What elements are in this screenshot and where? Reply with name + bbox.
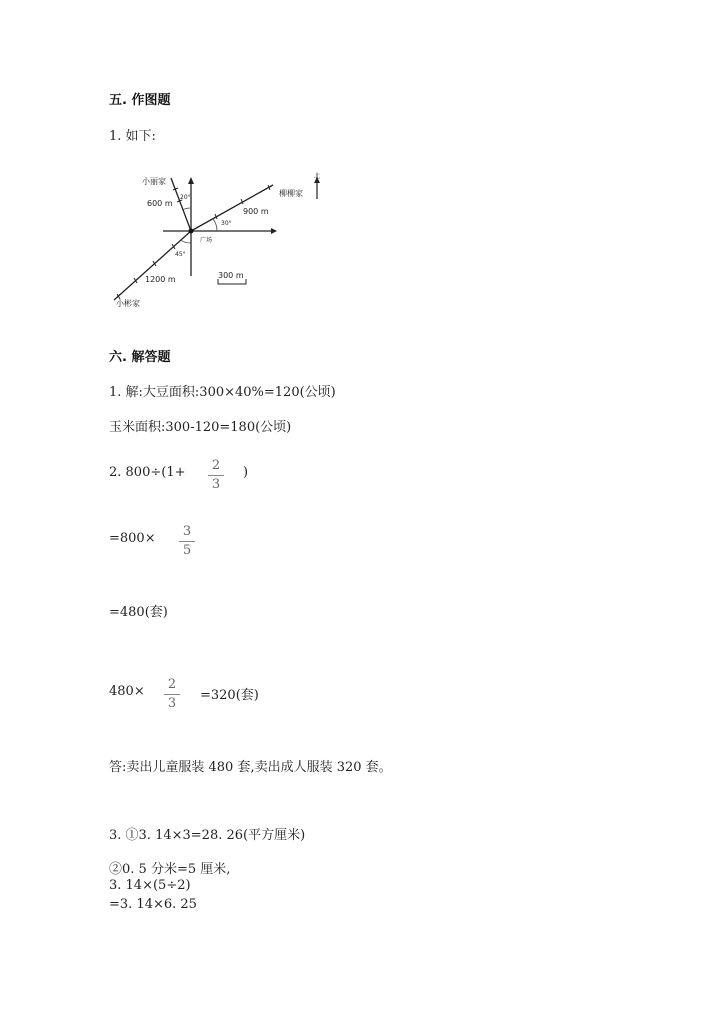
q3-line-2: ②0. 5 分米=5 厘米,: [109, 862, 231, 877]
scale-label: 300 m: [218, 271, 244, 280]
xiaobin-ray: [114, 231, 191, 300]
fraction-numerator: 2: [211, 458, 221, 473]
angle-45-arc: [181, 240, 191, 243]
east-arrowhead: [271, 228, 277, 234]
liuliu-home-label: 柳柳家: [279, 189, 303, 198]
q3-line-4: =3. 14×6. 25: [109, 897, 197, 912]
fraction-denominator: 3: [167, 696, 177, 711]
q1-line-1: 1. 解:大豆面积:300×40%=120(公顷): [109, 385, 336, 400]
q2-line-2-prefix: =800×: [109, 531, 156, 546]
q2-line-4-suffix: =320(套): [200, 688, 259, 703]
section-5-title: 五. 作图题: [109, 93, 171, 108]
fraction-two-thirds-1: [205, 458, 227, 493]
angle-45-label: 45°: [175, 251, 186, 258]
dist-600-label: 600 m: [147, 199, 173, 208]
xiaoli-ray: [171, 178, 191, 231]
xiaoli-home-label: 小丽家: [142, 177, 166, 186]
q2-line-1-suffix: ): [243, 465, 249, 480]
fraction-denominator: 5: [182, 543, 192, 558]
dist-1200-label: 1200 m: [145, 275, 176, 284]
q3-line-3: 3. 14×(5÷2): [109, 878, 191, 893]
q1-line-2: 玉米面积:300-120=180(公顷): [109, 420, 292, 435]
dist-900-label: 900 m: [243, 207, 269, 216]
fraction-numerator: 2: [167, 677, 177, 692]
north-arrowhead: [188, 177, 194, 184]
q1-label: 1. 如下:: [109, 129, 156, 144]
plaza-point: [189, 229, 194, 234]
q2-line-3: =480(套): [109, 605, 168, 620]
q3-line-1: 3. ①3. 14×3=28. 26(平方厘米): [109, 828, 306, 843]
section-6-title: 六. 解答题: [109, 350, 171, 365]
angle-20-label: 20°: [180, 194, 191, 201]
plaza-label: 广场: [200, 237, 213, 244]
angle-30-label: 30°: [221, 220, 232, 227]
q2-line-1-prefix: 2. 800÷(1+: [109, 465, 186, 480]
q2-line-4-prefix: 480×: [109, 684, 145, 699]
angle-20-arc: [183, 208, 191, 210]
fraction-numerator: 3: [182, 524, 192, 539]
north-label: 北: [314, 173, 321, 180]
direction-diagram: [105, 168, 335, 313]
fraction-denominator: 3: [211, 477, 221, 492]
xiaobin-home-label: 小彬家: [116, 299, 140, 308]
angle-30-arc: [213, 219, 217, 231]
q2-answer: 答:卖出儿童服装 480 套,卖出成人服装 320 套。: [109, 760, 392, 775]
fraction-two-thirds-2: [161, 677, 183, 712]
fraction-three-fifths: [176, 524, 198, 559]
